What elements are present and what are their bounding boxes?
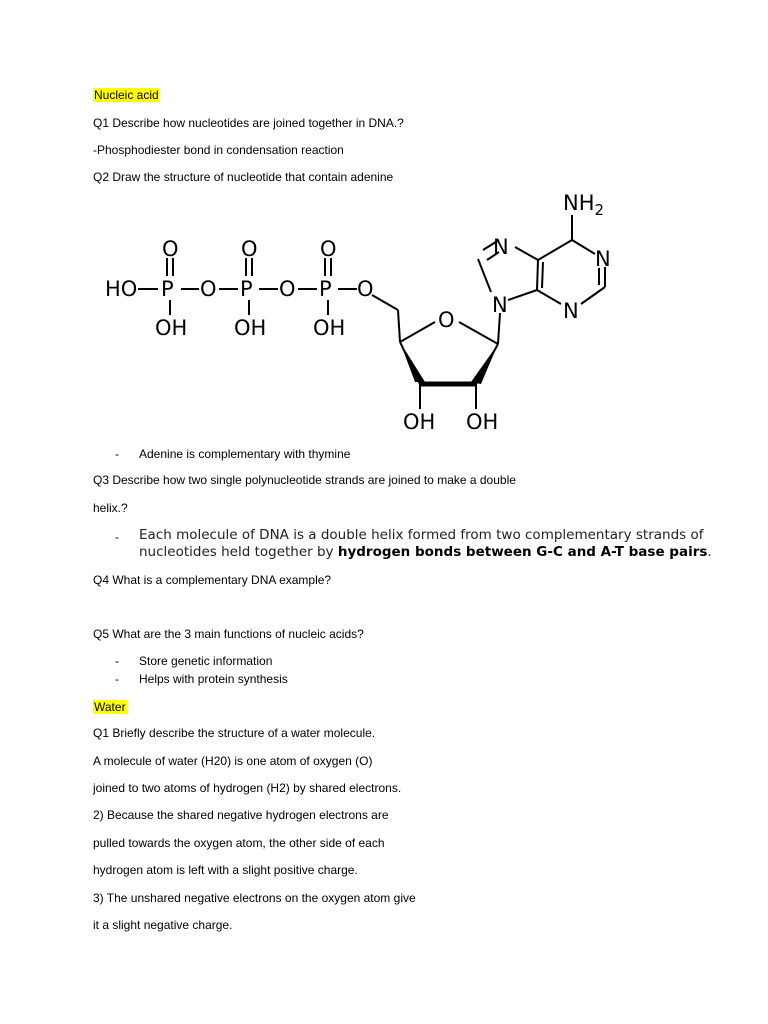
answer-3-line-1: Each molecule of DNA is a double helix formed from two complementary strands of — [139, 527, 704, 543]
answer-5-item: Store genetic information — [139, 654, 273, 668]
answer-2: Adenine is complementary with thymine — [139, 447, 351, 461]
label-o-bridge-1: O — [200, 277, 217, 301]
water-heading-highlight: Water — [94, 700, 126, 714]
question-5: Q5 What are the 3 main functions of nucleic acids? — [93, 627, 364, 641]
label-oh-3: OH — [313, 316, 346, 340]
atp-structure-diagram — [95, 182, 625, 434]
water-answer-line: pulled towards the oxygen atom, the other side of each — [93, 836, 385, 850]
label-ho: HO — [105, 277, 138, 301]
answer-3-line-2 — [139, 544, 712, 561]
water-answer-line: 2) Because the shared negative hydrogen electrons are — [93, 808, 389, 822]
heading-highlight: Nucleic acid — [94, 88, 159, 102]
label-o-bridge-2: O — [279, 277, 296, 301]
label-n3: N — [563, 299, 579, 323]
bullet-dash: - — [115, 654, 119, 668]
label-o-top-1: O — [162, 237, 179, 261]
label-oh-sugar-1: OH — [403, 410, 436, 434]
label-n1: N — [595, 247, 611, 271]
question-3-line-1: Q3 Describe how two single polynucleotide strands are joined to make a double — [93, 473, 516, 487]
answer-3-bold: hydrogen bonds between G-C and A-T base pairs — [337, 544, 708, 560]
wedge-bond-right — [471, 344, 498, 384]
label-oh-sugar-2: OH — [466, 410, 499, 434]
question-3-line-2: helix.? — [93, 501, 128, 515]
label-o-top-3: O — [320, 237, 337, 261]
answer-3-text: nucleotides held together by — [139, 544, 338, 560]
water-answer-line: 3) The unshared negative electrons on the oxygen atom give — [93, 891, 416, 905]
label-o-ring: O — [438, 308, 455, 332]
label-p-2: P — [240, 277, 253, 301]
water-answer-line: joined to two atoms of hydrogen (H2) by shared electrons. — [93, 781, 402, 795]
question-1: Q1 Describe how nucleotides are joined together in DNA.? — [93, 116, 404, 130]
section-heading-nucleic-acid — [93, 88, 160, 103]
question-2: Q2 Draw the structure of nucleotide that contain adenine — [93, 170, 394, 184]
answer-3-period: . — [707, 544, 712, 560]
bullet-dash: - — [115, 672, 119, 686]
label-n9: N — [492, 293, 508, 317]
wedge-bond-left — [400, 342, 425, 382]
label-oh-2: OH — [234, 316, 267, 340]
bullet-dash: - — [115, 530, 119, 544]
label-oh-1: OH — [155, 316, 188, 340]
water-question-1: Q1 Briefly describe the structure of a water molecule. — [93, 726, 376, 740]
bullet-dash: - — [115, 447, 119, 461]
question-4: Q4 What is a complementary DNA example? — [93, 573, 332, 587]
label-n7: N — [493, 235, 509, 259]
water-answer-line: A molecule of water (H20) is one atom of oxygen (O) — [93, 754, 373, 768]
label-nh2: $NH_2$ — [563, 191, 605, 219]
section-heading-water — [93, 700, 127, 715]
water-answer-line: it a slight negative charge. — [93, 918, 233, 932]
answer-5-item: Helps with protein synthesis — [139, 672, 288, 686]
water-answer-line: hydrogen atom is left with a slight positive charge. — [93, 863, 358, 877]
label-p-1: P — [161, 277, 174, 301]
label-o-ester: O — [357, 277, 374, 301]
answer-1: -Phosphodiester bond in condensation reaction — [93, 143, 344, 157]
diagram-bonds — [138, 215, 605, 409]
label-p-3: P — [319, 277, 332, 301]
label-o-top-2: O — [241, 237, 258, 261]
